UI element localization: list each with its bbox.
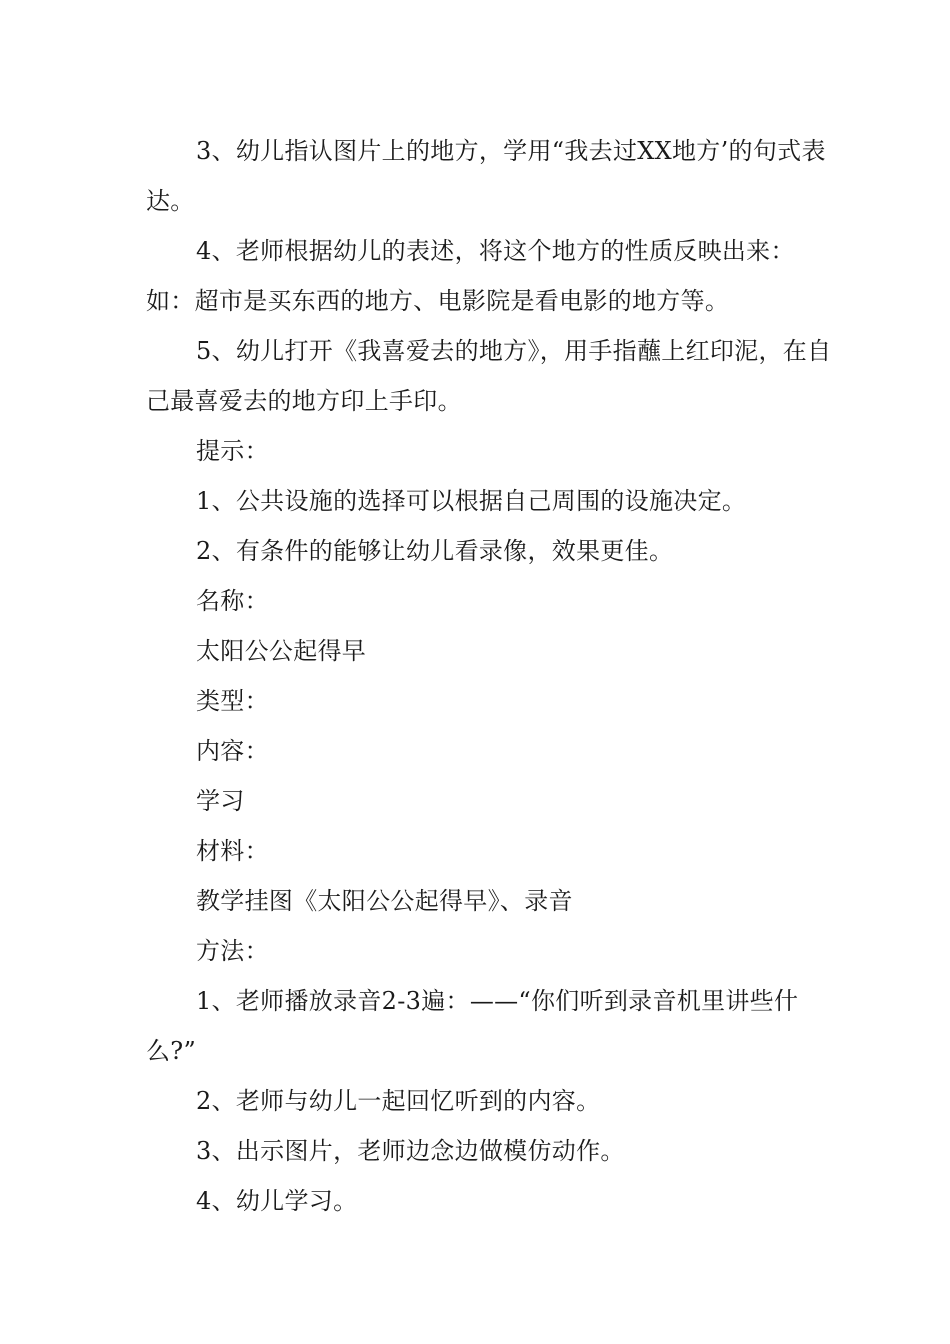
- paragraph-tip-1: 1、公共设施的选择可以根据自己周围的设施决定。: [196, 487, 747, 515]
- heading-tips: 提示：: [196, 437, 269, 465]
- paragraph-method-2: 2、老师与幼儿一起回忆听到的内容。: [196, 1087, 601, 1115]
- heading-method: 方法：: [196, 937, 269, 965]
- heading-name: 名称：: [196, 587, 269, 615]
- paragraph-step-5: 5、幼儿打开《我喜爱去的地方》，用手指蘸上红印泥，在自己最喜爱去的地方印上手印。: [146, 337, 832, 415]
- paragraph-method-4: 4、幼儿学习。: [196, 1187, 358, 1215]
- paragraph-step-3: 3、幼儿指认图片上的地方，学用“我去过XX地方’的句式表达。: [146, 137, 826, 215]
- document-body: [146, 126, 836, 1226]
- paragraph-method-3: 3、出示图片，老师边念边做模仿动作。: [196, 1137, 625, 1165]
- paragraph-method-1: 1、老师播放录音2-3遍：——“你们听到录音机里讲些什么?”: [146, 987, 799, 1065]
- heading-type: 类型：: [196, 687, 269, 715]
- paragraph-materials-value: 教学挂图《太阳公公起得早》、录音: [196, 887, 573, 915]
- paragraph-name-value: 太阳公公起得早: [196, 637, 367, 665]
- heading-content: 内容：: [196, 737, 269, 765]
- heading-materials: 材料：: [196, 837, 269, 865]
- paragraph-step-4: 4、老师根据幼儿的表述，将这个地方的性质反映出来：如：超市是买东西的地方、电影院是看电影的地方等。: [146, 237, 795, 315]
- paragraph-tip-2: 2、有条件的能够让幼儿看录像，效果更佳。: [196, 537, 674, 565]
- paragraph-content-value: 学习: [196, 787, 245, 815]
